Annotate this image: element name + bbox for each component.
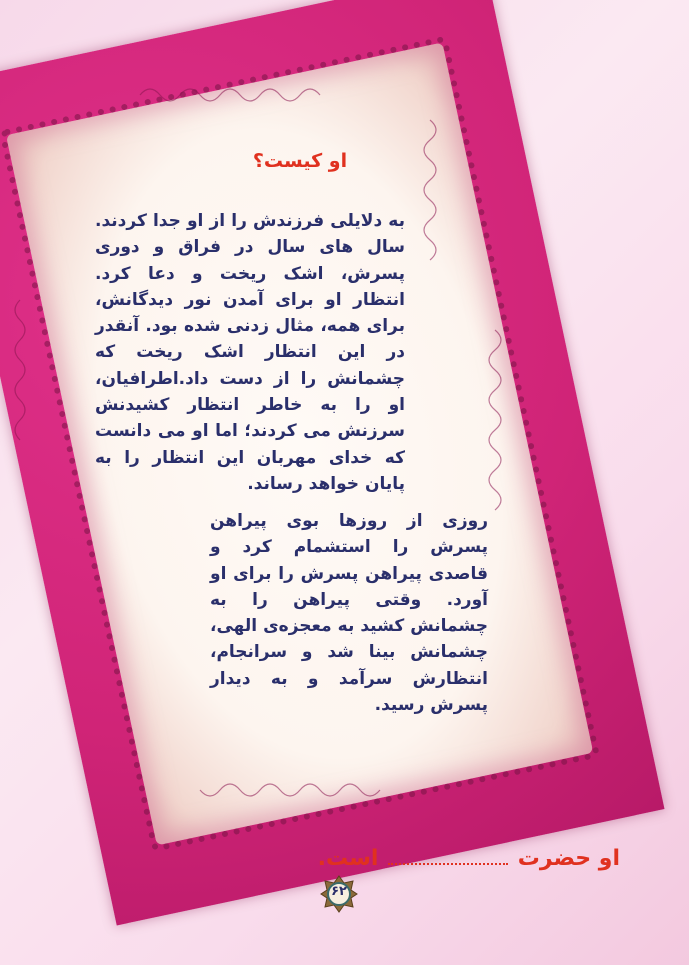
- fill-in-blank: [388, 851, 508, 865]
- section-title: او کیست؟: [252, 150, 348, 172]
- story-paragraph-2: روزی از روزها بوی پیراهن پسرش را استشمام کرد و قاصدی پیراهن پسرش را برای او آورد. وقتی پیراهن را به چشمانش کشید به معجزه‌ی الهی، چشمانش بینا شد و سرانجام، انتظارش سرآمد و به دیدار پسرش رسید.: [210, 511, 488, 716]
- page-number: ۶۲: [331, 884, 347, 899]
- fill-in-suffix: است.: [317, 846, 379, 871]
- story-paragraph-1: به دلایلی فرزندش را از او جدا کردند. سال های سال در فراق و دوری پسرش، اشک ریخت و دعا کرد. انتظار او برای آمدن نور دیدگانش، برای همه، مثال زدنی شده بود. آنقدر در این انتظار اشک ریخت که چشمانش را از دست داد.اطرافیان، او را به خاطر انتظار کشیدنش سرزنش می کردند؛ اما او می دانست که خدای مهربان این انتظار را به پایان خواهد رساند.: [95, 211, 405, 494]
- fill-in-prefix: او حضرت: [517, 846, 620, 871]
- fill-in-question: [317, 846, 620, 886]
